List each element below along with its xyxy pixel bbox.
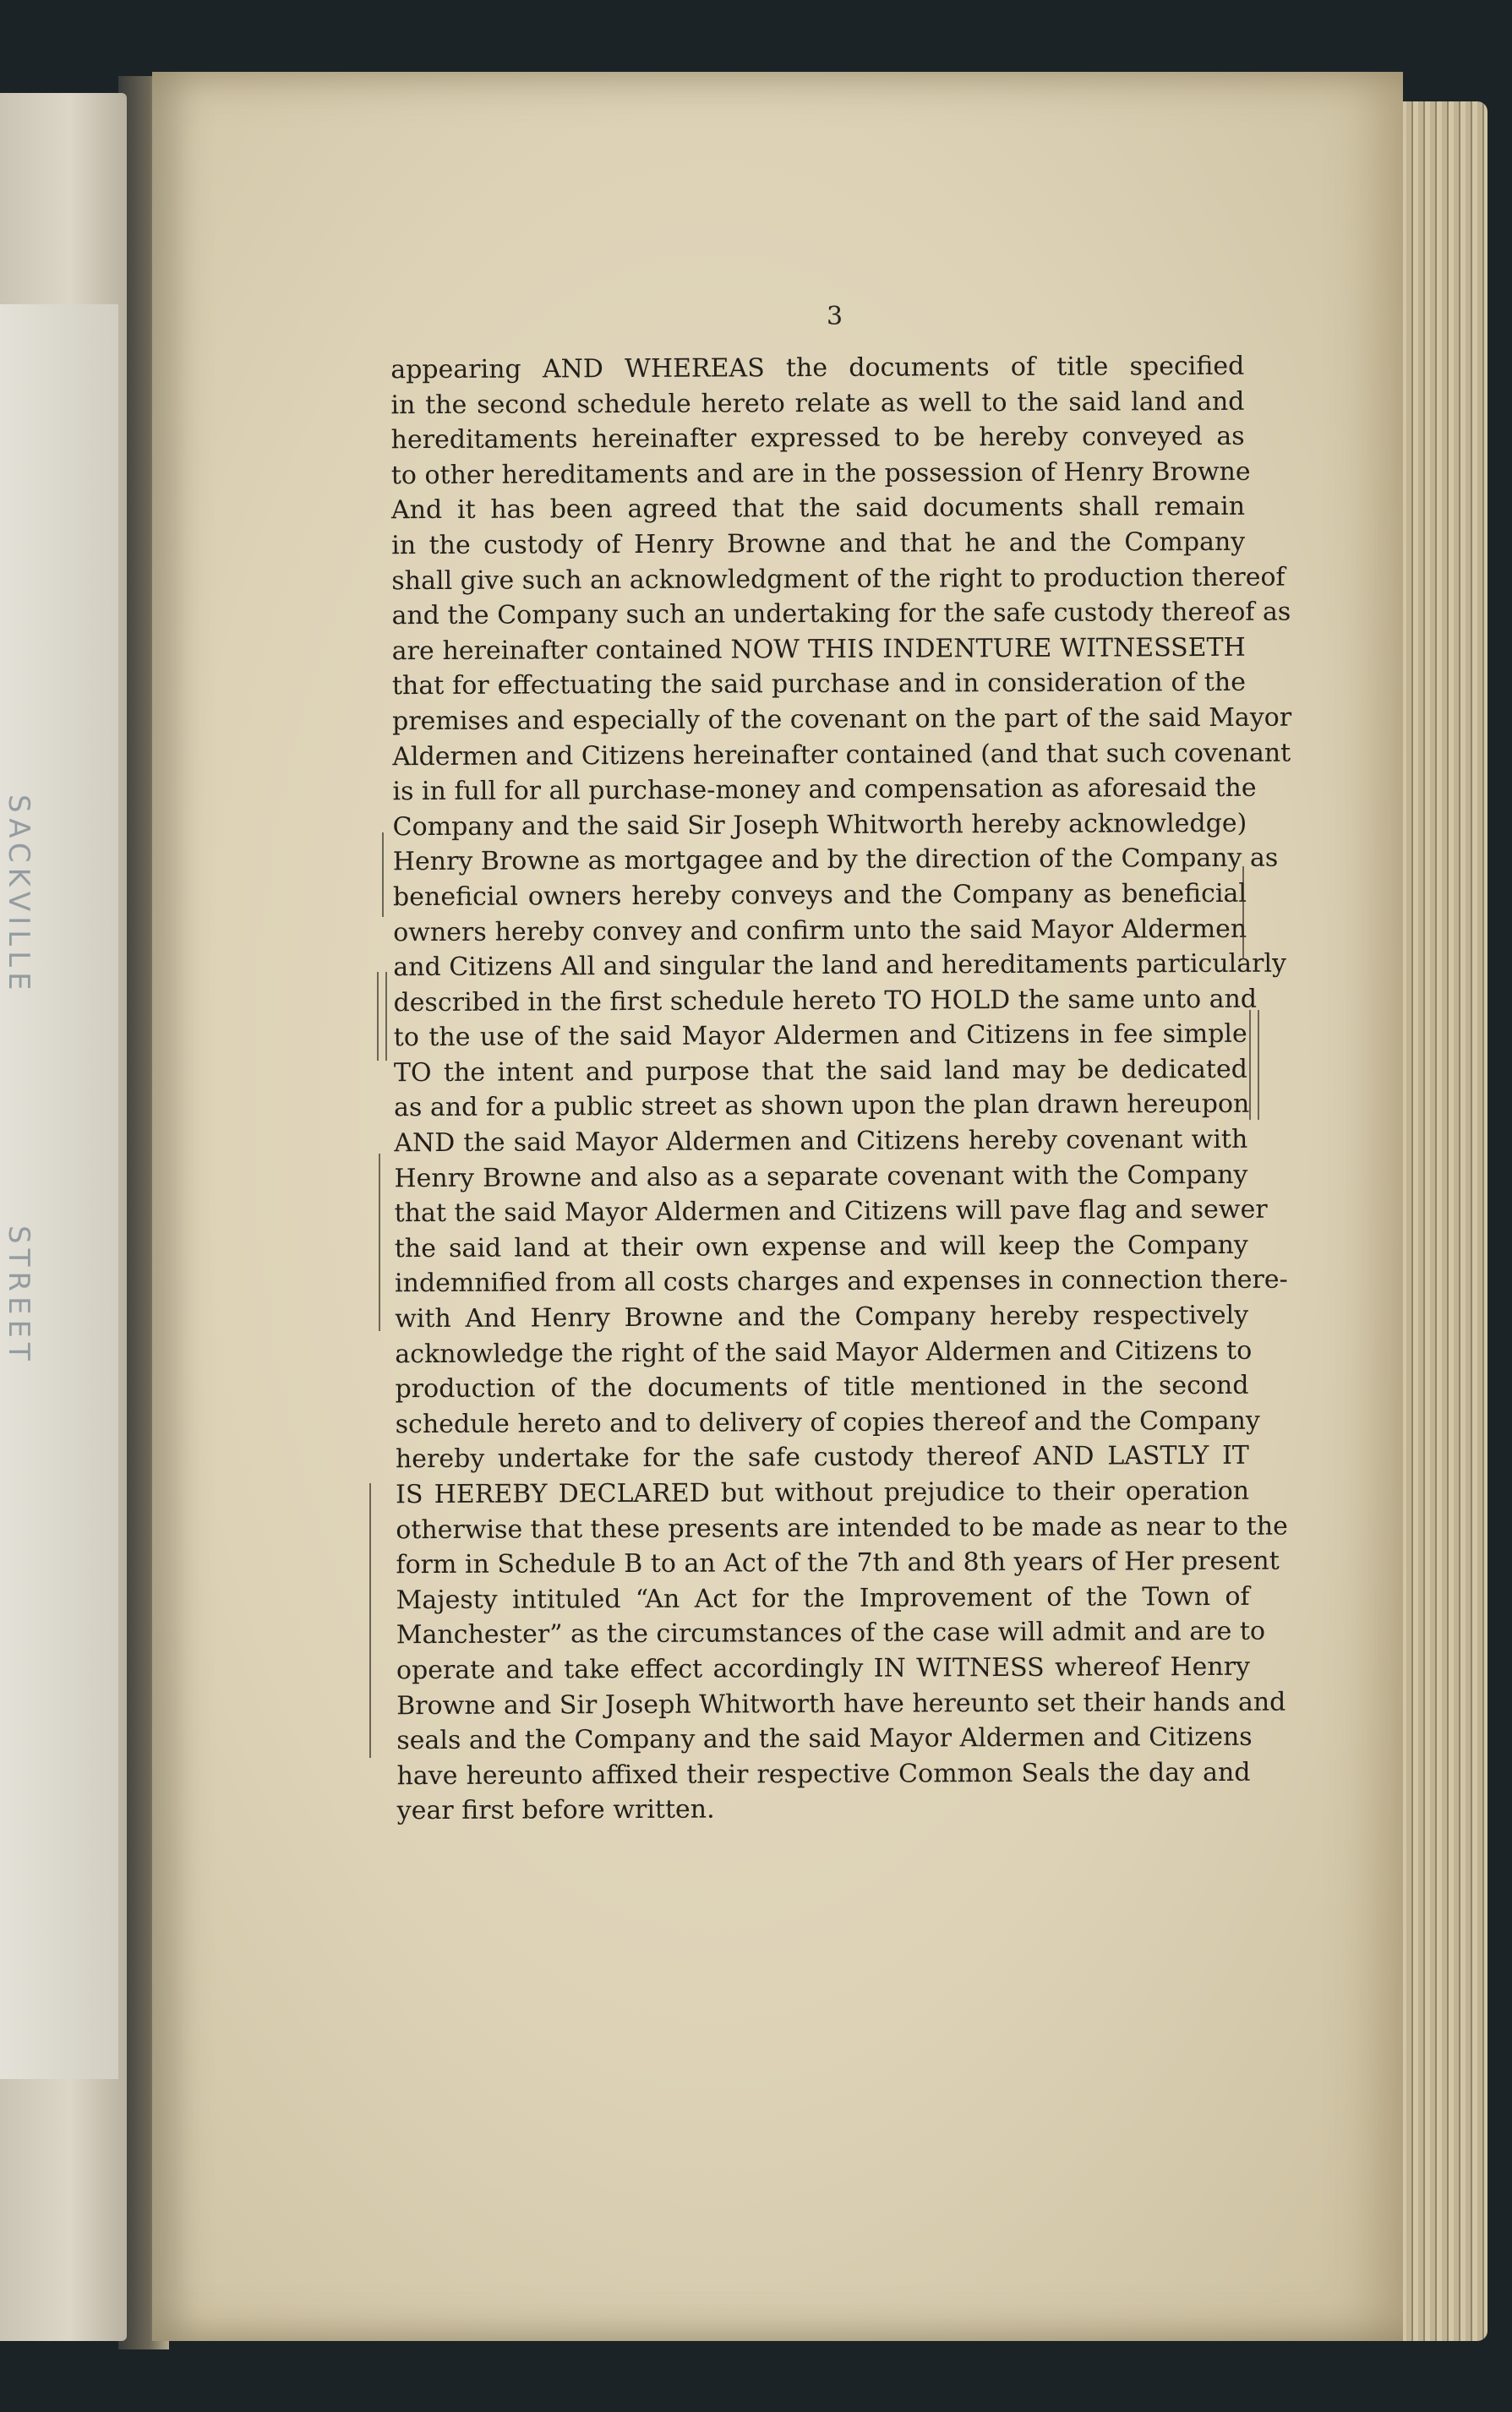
text-line: otherwise that these presents are intended to be made as near to the: [396, 1511, 1288, 1545]
text-line: Browne and Sir Joseph Whitworth have hereunto set their hands and: [396, 1687, 1286, 1721]
text-line: year first before written.: [396, 1794, 715, 1826]
text-line: Henry Browne and also as a separate covenant with the Company: [394, 1160, 1248, 1193]
text-line: AND the said Mayor Aldermen and Citizens hereby covenant with: [394, 1124, 1248, 1159]
text-line: TO the intent and purpose that the said land may be dedicated: [393, 1054, 1247, 1089]
text-line: form in Schedule B to an Act of the 7th and 8th years of Her present: [396, 1546, 1280, 1580]
text-line: and Citizens All and singular the land and hereditaments particularly: [393, 948, 1287, 983]
text-line: appearing AND WHEREAS the documents of title specified: [390, 351, 1245, 385]
text-line: are hereinafter contained NOW THIS INDENTURE WITNESSETH: [391, 632, 1246, 666]
text-line: owners hereby convey and confirm unto the said Mayor Aldermen: [393, 914, 1247, 947]
text-line: operate and take effect accordingly IN WITNESS whereof Henry: [396, 1651, 1251, 1686]
text-line: Majesty intituled “An Act for the Improvement of the Town of: [396, 1581, 1250, 1615]
margin-mark: [1242, 866, 1244, 959]
text-line: as and for a public street as shown upon the plan drawn hereupon: [394, 1089, 1250, 1123]
text-line: and the Company such an undertaking for the safe custody thereof as: [391, 597, 1291, 631]
text-line: to the use of the said Mayor Aldermen and Citizens in fee simple: [393, 1019, 1247, 1053]
margin-mark: [385, 972, 387, 1061]
deed-body-text: [390, 349, 1292, 1829]
text-line: seals and the Company and the said Mayor Aldermen and Citizens: [396, 1722, 1253, 1756]
text-line: in the custody of Henry Browne and that he and the Company: [391, 527, 1246, 561]
text-line: Manchester” as the circumstances of the case will admit and are to: [396, 1617, 1266, 1651]
margin-mark: [1258, 1010, 1259, 1120]
text-line: production of the documents of title mentioned in the second: [395, 1371, 1249, 1405]
text-line: that for effectuating the said purchase and in consideration of the: [391, 668, 1246, 701]
paper-slip: [0, 304, 118, 2079]
text-line: in the second schedule hereto relate as well to the said land and: [390, 386, 1245, 420]
text-line: shall give such an acknowledgment of the right to production thereof: [391, 562, 1285, 596]
text-line: described in the first schedule hereto TO HOLD the same unto and: [393, 984, 1258, 1018]
text-line: acknowledge the right of the said Mayor Aldermen and Citizens to: [395, 1335, 1253, 1369]
pencil-annotation-2: STREET: [2, 1225, 35, 1366]
text-line: premises and especially of the covenant on the part of the said Mayor: [392, 702, 1292, 737]
margin-mark: [379, 1154, 380, 1331]
text-line: hereby undertake for the safe custody thereof AND LASTLY IT: [395, 1441, 1249, 1475]
text-line: IS HEREBY DECLARED but without prejudice to their operation: [396, 1476, 1250, 1510]
text-line: Henry Browne as mortgagee and by the direction of the Company as: [392, 843, 1279, 877]
text-line: beneficial owners hereby conveys and the Company as beneficial: [392, 878, 1247, 913]
text-line: indemnified from all costs charges and expenses in connection there-: [394, 1265, 1288, 1299]
page-stack-edge: [1395, 101, 1487, 2341]
text-line: the said land at their own expense and will keep the Company: [394, 1230, 1248, 1264]
page-number: 3: [827, 302, 843, 331]
margin-mark: [1249, 1010, 1251, 1120]
margin-mark: [377, 972, 379, 1061]
text-line: Aldermen and Citizens hereinafter contained (and that such covenant: [392, 738, 1291, 772]
text-line: Company and the said Sir Joseph Whitworth hereby acknowledge): [392, 808, 1247, 842]
text-line: schedule hereto and to delivery of copies thereof and the Company: [395, 1405, 1260, 1440]
text-line: have hereunto affixed their respective Common Seals the day and: [396, 1757, 1251, 1791]
text-line: is in full for all purchase-money and compensation as aforesaid the: [392, 772, 1257, 807]
left-page-edge: [0, 93, 127, 2341]
margin-mark: [382, 832, 384, 917]
text-line: hereditaments hereinafter expressed to be hereby conveyed as: [390, 421, 1245, 456]
margin-mark: [369, 1483, 371, 1758]
text-line: And it has been agreed that the said documents shall remain: [390, 492, 1246, 526]
text-line: that the said Mayor Aldermen and Citizens will pave flag and sewer: [394, 1194, 1268, 1229]
text-line: with And Henry Browne and the Company hereby respectively: [395, 1300, 1249, 1334]
text-line: to other hereditaments and are in the possession of Henry Browne: [390, 456, 1251, 490]
pencil-annotation-1: [2, 794, 35, 870]
